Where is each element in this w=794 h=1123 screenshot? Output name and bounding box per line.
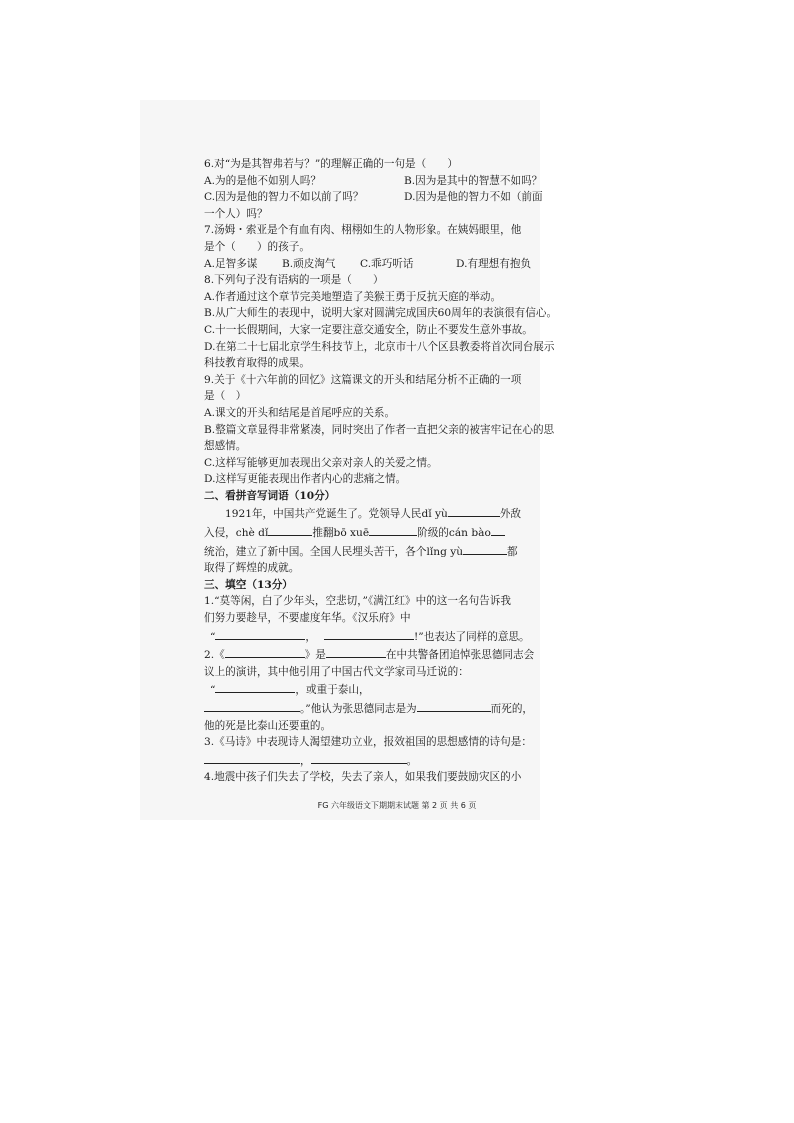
option-b: B.因为是其中的智慧不如吗？ — [404, 174, 543, 187]
section-title: 三、填空（13分） — [204, 578, 293, 591]
pinyin-prompt: bō xuē — [333, 527, 370, 540]
question-text: 》是 — [304, 649, 326, 662]
section-pinyin — [204, 488, 564, 577]
passage-text: 推翻 — [312, 527, 334, 540]
pinyin-prompt: chè dǐ — [235, 527, 269, 540]
answer-blank[interactable] — [463, 542, 507, 555]
section-fill-in — [204, 577, 564, 786]
question-stem-continued: 是个（ ）的孩子。 — [204, 240, 310, 253]
fill-question-2-continued: 议上的演讲，其中他引用了中国古代文学家司马迁说的： — [204, 665, 469, 678]
pinyin-prompt: dǐ yù — [421, 508, 448, 521]
question-text: 。”他认为张思德同志是为 — [300, 703, 417, 715]
question-text: !”也表达了同样的意思。 — [414, 630, 530, 643]
fill-question-3: 3.《马诗》中表现诗人渴望建功立业，报效祖国的思想感情的诗句是： — [204, 736, 532, 749]
question-6 — [204, 156, 564, 222]
question-stem: 6.对“为是其智弗若与？”的理解正确的一句是（ ） — [204, 158, 458, 170]
question-stem: 9.关于《十六年前的回忆》这篇课文的开头和结尾分析不正确的一项 — [204, 373, 522, 386]
exam-content — [204, 156, 564, 786]
passage-text: 阶级的 — [417, 527, 449, 540]
answer-blank[interactable] — [448, 504, 500, 517]
option-b: B.顽皮淘气 — [282, 257, 336, 270]
comma: ， — [300, 754, 311, 767]
answer-blank[interactable] — [215, 680, 295, 693]
option-c: C.这样写能够更加表现出父亲对亲人的关爱之情。 — [204, 456, 438, 469]
option-d: D.在第二十七届北京学生科技节上，北京市十八个区县教委将首次同台展示科技教育取得的成果。 — [204, 340, 555, 370]
question-text: 在中共警备团追悼张思德同志会 — [385, 649, 535, 662]
question-stem: 8.下列句子没有语病的一项是（ ） — [204, 274, 384, 287]
pinyin-prompt: lǐng yù — [426, 545, 464, 558]
question-7 — [204, 222, 564, 272]
question-text: 2.《 — [204, 649, 225, 662]
question-text: ，或重于泰山， — [295, 684, 370, 697]
passage-text: 取得了辉煌的成就。 — [204, 562, 300, 575]
question-text: 而死的， — [490, 703, 534, 715]
passage-text: 都 — [507, 545, 518, 558]
answer-blank[interactable] — [204, 699, 300, 712]
question-stem-continued: 是（ ） — [204, 390, 247, 403]
page-footer: FG 六年级语文下期期末试题 第 2 页 共 6 页 — [317, 801, 477, 810]
answer-blank[interactable] — [311, 751, 407, 764]
answer-blank[interactable] — [324, 627, 414, 640]
option-d: D.因为是他的智力不如（前面 — [404, 191, 543, 204]
period: 。 — [406, 754, 418, 767]
fill-question-4: 4.地震中孩子们失去了学校，失去了亲人，如果我们要鼓励灾区的小 — [204, 771, 522, 784]
answer-blank[interactable] — [326, 645, 386, 658]
answer-blank[interactable] — [417, 699, 491, 712]
answer-blank[interactable] — [225, 645, 305, 658]
section-title: 二、看拼音写词语（10分） — [204, 489, 336, 502]
question-stem: 7.汤姆・索亚是个有血有肉、栩栩如生的人物形象。在姨妈眼里，他 — [204, 224, 522, 237]
question-8 — [204, 272, 564, 372]
passage-text: 统治，建立了新中国。全国人民埋头苦干，各个 — [204, 545, 427, 558]
passage-text: 外敌 — [499, 508, 522, 521]
option-a: A.作者通过这个章节完美地塑造了美猴王勇于反抗天庭的举动。 — [204, 290, 502, 303]
option-c: C.十一长假期间，大家一定要注意交通安全，防止不要发生意外事故。 — [204, 323, 533, 336]
answer-blank[interactable] — [204, 751, 300, 764]
option-a: A.为的是他不如别人吗？ — [204, 174, 321, 187]
option-a: A.足智多谋 — [204, 257, 258, 270]
comma: ， — [305, 630, 317, 643]
option-b: B.整篇文章显得非常紧凑，同时突出了作者一直把父亲的被害牢记在心的思想感情。 — [204, 423, 555, 453]
fill-question-1-continued: 们努力要趁早，不要虚度年华。《汉乐府》中 — [204, 612, 411, 625]
option-d: D.有理想有抱负 — [456, 257, 532, 270]
quote-mark: “ — [210, 630, 216, 643]
option-b: B.从广大师生的表现中，说明大家对圆满完成国庆60周年的表演很有信心。 — [204, 307, 558, 320]
option-c: C.乖巧听话 — [360, 257, 414, 270]
option-d-continued: 一个人）吗？ — [204, 207, 268, 220]
fill-question-1: 1.“莫等闲，白了少年头，空悲切，”《满江红》中的这一名句告诉我 — [204, 595, 511, 608]
pinyin-prompt: cán bào — [448, 527, 491, 540]
option-a: A.课文的开头和结尾是首尾呼应的关系。 — [204, 406, 396, 419]
answer-blank[interactable] — [215, 627, 305, 640]
question-9 — [204, 372, 564, 488]
quote-mark: “ — [210, 684, 216, 697]
option-d: D.这样写更能表现出作者内心的悲痛之情。 — [204, 473, 407, 486]
option-c: C.因为是他的智力不如以前了吗？ — [204, 191, 364, 204]
passage-text: 入侵， — [204, 527, 236, 540]
fill-question-2-continued: 他的死是比泰山还要重的。 — [204, 719, 332, 732]
answer-blank[interactable] — [268, 523, 312, 536]
passage-text: 1921年，中国共产党诞生了。党领导人民 — [225, 508, 422, 521]
answer-blank[interactable] — [369, 523, 417, 536]
answer-blank[interactable] — [491, 523, 505, 536]
